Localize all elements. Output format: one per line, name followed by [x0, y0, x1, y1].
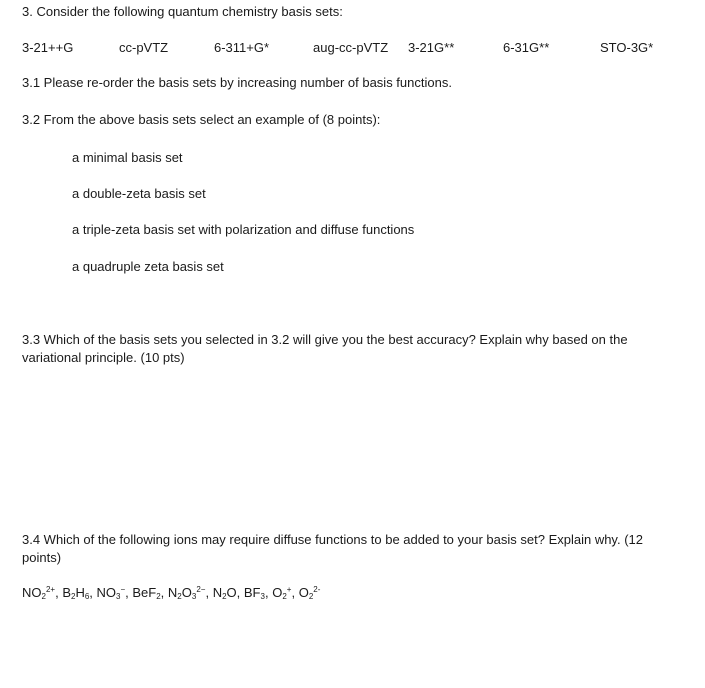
ion-formula: $NO_2^{2+}$ — [22, 585, 56, 601]
ion-formula: $NO_3^-$ — [96, 585, 126, 601]
ion-formula: BeF$_2$ — [132, 585, 161, 601]
question-3-2-item: a minimal basis set — [72, 150, 183, 165]
ion-formula: $BF_3$ — [243, 585, 265, 601]
question-3-2-item: a quadruple zeta basis set — [72, 259, 224, 274]
ion-formula: $N_2O$ — [212, 585, 237, 601]
question-3-1: 3.1 Please re-order the basis sets by increasing number of basis functions. — [22, 75, 452, 90]
ion-list: $NO_2^{2+}$, $B_2H_6$, $NO_3^-$, BeF$_2$, $N_2O_3^{2-}$, $N_2O$, $BF_3$, $O_2^+$, $O_2^{2-}$ — [22, 585, 321, 601]
basis-set-item: cc-pVTZ — [119, 40, 169, 55]
question-3-3: 3.3 Which of the basis sets you selected in 3.2 will give you the best accuracy? Explain why based on the variational principle. (10 pts) — [22, 332, 628, 365]
basis-set-item: 6-31G** — [503, 40, 550, 55]
question-3-4: 3.4 Which of the following ions may require diffuse functions to be added to your basis set? Explain why. (12 points) — [22, 532, 643, 565]
question-3-2-item: a triple-zeta basis set with polarization and diffuse functions — [72, 222, 415, 237]
question-3-2-item: a double-zeta basis set — [72, 186, 206, 201]
question-3-2: 3.2 From the above basis sets select an example of (8 points): — [22, 112, 381, 127]
basis-set-item: 3-21++G — [22, 40, 74, 55]
ion-formula: $O_2^{2-}$ — [298, 585, 321, 601]
basis-set-item: STO-3G* — [600, 40, 654, 55]
question-3-title: 3. Consider the following quantum chemistry basis sets: — [22, 4, 343, 19]
basis-set-item: 3-21G** — [408, 40, 455, 55]
basis-set-item: aug-cc-pVTZ — [313, 40, 389, 55]
ion-formula: $O_2^+$ — [272, 585, 292, 601]
ion-formula: $B_2H_6$ — [62, 585, 90, 601]
basis-set-item: 6-311+G* — [214, 40, 270, 55]
ion-formula: $N_2O_3^{2-}$ — [167, 585, 206, 601]
